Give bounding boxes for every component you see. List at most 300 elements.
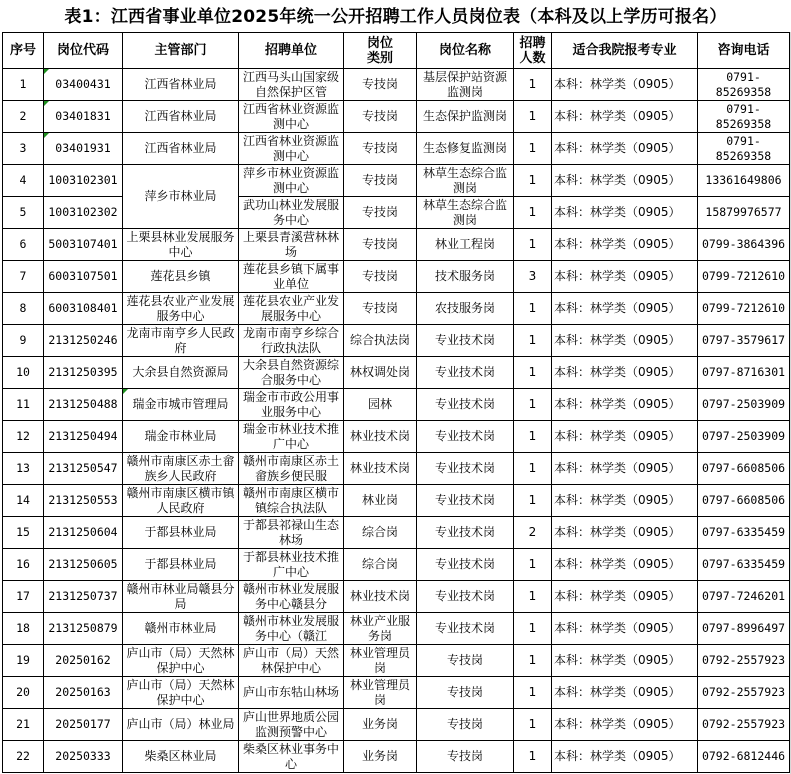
cell-code[interactable] — [44, 389, 123, 421]
cell-position[interactable] — [417, 453, 514, 485]
cell-position[interactable] — [417, 69, 514, 101]
cell-category[interactable] — [344, 517, 417, 549]
cell-phone-text: 0792-2557923 — [701, 653, 786, 667]
cell-code[interactable] — [44, 229, 123, 261]
cell-code[interactable] — [44, 421, 123, 453]
cell-category[interactable] — [344, 453, 417, 485]
cell-phone-text: 0797-3579617 — [701, 333, 786, 347]
cell-category-text: 林权调处岗 — [349, 365, 410, 379]
cell-phone[interactable] — [698, 485, 790, 517]
cell-category[interactable] — [344, 229, 417, 261]
cell-code[interactable] — [44, 645, 123, 677]
cell-employer-text: 武功山林业发展服务中心 — [242, 197, 339, 227]
cell-phone[interactable] — [698, 69, 790, 101]
cell-employer[interactable] — [239, 549, 344, 581]
cell-code[interactable] — [44, 197, 123, 229]
cell-code[interactable] — [44, 133, 123, 165]
cell-count-text: 1 — [528, 685, 537, 699]
cell-index[interactable] — [3, 485, 44, 517]
cell-phone[interactable] — [698, 133, 790, 165]
cell-category[interactable] — [344, 69, 417, 101]
cell-phone-text: 0797-6335459 — [701, 557, 786, 571]
cell-count-text: 1 — [528, 77, 537, 91]
cell-index[interactable] — [3, 453, 44, 485]
cell-position[interactable] — [417, 293, 514, 325]
cell-department[interactable] — [123, 325, 239, 357]
cell-major[interactable] — [552, 325, 698, 357]
cell-employer[interactable] — [239, 101, 344, 133]
cell-count[interactable] — [514, 581, 552, 613]
cell-code[interactable] — [44, 261, 123, 293]
cell-code-text: 2131250488 — [48, 397, 118, 411]
cell-position[interactable] — [417, 613, 514, 645]
cell-code[interactable] — [44, 549, 123, 581]
cell-department-text: 于都县林业局 — [144, 557, 217, 571]
table-body — [3, 69, 790, 773]
cell-count-text: 1 — [528, 141, 537, 155]
cell-category[interactable] — [344, 325, 417, 357]
cell-index[interactable] — [3, 741, 44, 773]
cell-position[interactable] — [417, 261, 514, 293]
cell-phone[interactable] — [698, 613, 790, 645]
cell-phone[interactable] — [698, 389, 790, 421]
cell-department[interactable] — [123, 165, 239, 229]
cell-count[interactable] — [514, 165, 552, 197]
cell-count-text: 3 — [528, 269, 537, 283]
cell-phone-text: 0797-6608506 — [701, 493, 786, 507]
cell-count[interactable] — [514, 325, 552, 357]
cell-employer[interactable] — [239, 165, 344, 197]
cell-position[interactable] — [417, 741, 514, 773]
cell-index[interactable] — [3, 581, 44, 613]
cell-phone[interactable] — [698, 261, 790, 293]
cell-code-text: 03400431 — [55, 77, 111, 91]
cell-code[interactable] — [44, 741, 123, 773]
cell-index[interactable] — [3, 165, 44, 197]
cell-employer[interactable] — [239, 741, 344, 773]
cell-employer-text: 龙南市南亨乡综合行政执法队 — [242, 325, 339, 355]
cell-count-text: 1 — [528, 557, 537, 571]
cell-phone[interactable] — [698, 325, 790, 357]
cell-category[interactable] — [344, 421, 417, 453]
cell-employer[interactable] — [239, 357, 344, 389]
cell-employer[interactable] — [239, 133, 344, 165]
cell-count-text: 1 — [528, 429, 537, 443]
cell-department[interactable] — [123, 453, 239, 485]
cell-code[interactable] — [44, 165, 123, 197]
cell-employer[interactable] — [239, 389, 344, 421]
cell-index[interactable] — [3, 677, 44, 709]
cell-count[interactable] — [514, 69, 552, 101]
cell-major[interactable] — [552, 645, 698, 677]
cell-count[interactable] — [514, 197, 552, 229]
cell-category[interactable] — [344, 485, 417, 517]
cell-employer[interactable] — [239, 421, 344, 453]
cell-employer-text: 于都县林业技术推广中心 — [242, 549, 339, 579]
cell-department[interactable] — [123, 709, 239, 741]
cell-index-text: 8 — [19, 301, 27, 315]
cell-department[interactable] — [123, 645, 239, 677]
cell-phone-text: 0791-85269358 — [715, 133, 772, 163]
cell-index-text: 20 — [16, 685, 30, 699]
cell-major[interactable] — [552, 229, 698, 261]
cell-category-text: 林业岗 — [361, 493, 398, 507]
cell-count[interactable] — [514, 677, 552, 709]
cell-department[interactable] — [123, 677, 239, 709]
cell-position-text: 专业技术岗 — [434, 333, 495, 347]
cell-category-text: 园林 — [367, 397, 392, 411]
cell-index[interactable] — [3, 197, 44, 229]
cell-position[interactable] — [417, 677, 514, 709]
cell-department[interactable] — [123, 357, 239, 389]
cell-index[interactable] — [3, 645, 44, 677]
cell-department[interactable] — [123, 229, 239, 261]
cell-index[interactable] — [3, 101, 44, 133]
cell-code-text: 6003108401 — [48, 301, 118, 315]
cell-department[interactable] — [123, 613, 239, 645]
cell-department-text: 龙南市南亨乡人民政府 — [126, 325, 235, 355]
cell-employer-text: 瑞金市林业技术推广中心 — [242, 421, 339, 451]
cell-position[interactable] — [417, 197, 514, 229]
cell-position-text: 农技服务岗 — [434, 301, 495, 315]
cell-position[interactable] — [417, 101, 514, 133]
cell-position[interactable] — [417, 581, 514, 613]
cell-category[interactable] — [344, 357, 417, 389]
cell-index[interactable] — [3, 709, 44, 741]
cell-phone[interactable] — [698, 581, 790, 613]
cell-index[interactable] — [3, 549, 44, 581]
cell-count[interactable] — [514, 549, 552, 581]
cell-major[interactable] — [552, 581, 698, 613]
cell-phone[interactable] — [698, 453, 790, 485]
cell-department[interactable] — [123, 101, 239, 133]
cell-major[interactable] — [552, 261, 698, 293]
cell-employer-text: 江西省林业资源监测中心 — [242, 133, 339, 163]
cell-department-text: 瑞金市林业局 — [144, 429, 217, 443]
cell-category[interactable] — [344, 677, 417, 709]
cell-phone[interactable] — [698, 645, 790, 677]
cell-category-text: 综合岗 — [361, 557, 398, 571]
cell-index[interactable] — [3, 613, 44, 645]
cell-department-text: 庐山市（局）林业局 — [126, 717, 235, 731]
cell-position[interactable] — [417, 645, 514, 677]
cell-position-text: 专技岗 — [446, 685, 483, 699]
cell-employer-text: 庐山市（局）天然林保护中心 — [242, 645, 339, 675]
cell-department-text: 于都县林业局 — [144, 525, 217, 539]
cell-count[interactable] — [514, 709, 552, 741]
cell-employer[interactable] — [239, 709, 344, 741]
cell-position[interactable] — [417, 325, 514, 357]
cell-count[interactable] — [514, 613, 552, 645]
cell-phone-text: 0792-2557923 — [701, 685, 786, 699]
cell-count[interactable] — [514, 261, 552, 293]
cell-category[interactable] — [344, 261, 417, 293]
cell-position-text: 基层保护站资源监测岗 — [422, 69, 507, 99]
cell-category-text: 专技岗 — [361, 109, 398, 123]
cell-count[interactable] — [514, 293, 552, 325]
cell-category[interactable] — [344, 709, 417, 741]
cell-code-text: 1003102301 — [48, 173, 118, 187]
cell-employer[interactable] — [239, 229, 344, 261]
cell-code-text: 2131250494 — [48, 429, 118, 443]
cell-index[interactable] — [3, 293, 44, 325]
cell-major-text: 本科：林学类（0905） — [554, 493, 681, 507]
cell-count[interactable] — [514, 101, 552, 133]
cell-major[interactable] — [552, 101, 698, 133]
cell-category[interactable] — [344, 165, 417, 197]
cell-major[interactable] — [552, 389, 698, 421]
cell-position[interactable] — [417, 709, 514, 741]
cell-department-text: 赣州市南康区赤土畲族乡人民政府 — [126, 453, 235, 483]
cell-category[interactable] — [344, 389, 417, 421]
cell-major-text: 本科：林学类（0905） — [554, 109, 681, 123]
cell-count[interactable] — [514, 453, 552, 485]
cell-position-text: 技术服务岗 — [434, 269, 495, 283]
header-department: 主管部门 — [123, 33, 239, 69]
cell-major[interactable] — [552, 197, 698, 229]
cell-code[interactable] — [44, 677, 123, 709]
cell-category-text: 专技岗 — [361, 269, 398, 283]
cell-code[interactable] — [44, 325, 123, 357]
cell-category-text: 专技岗 — [361, 173, 398, 187]
cell-position-text: 林业工程岗 — [434, 237, 495, 251]
cell-major[interactable] — [552, 421, 698, 453]
cell-code-text: 6003107501 — [48, 269, 118, 283]
cell-index[interactable] — [3, 389, 44, 421]
cell-phone-text: 0797-8996497 — [701, 621, 786, 635]
cell-category-text: 专技岗 — [361, 237, 398, 251]
cell-phone[interactable] — [698, 229, 790, 261]
cell-department[interactable] — [123, 293, 239, 325]
cell-code[interactable] — [44, 69, 123, 101]
cell-department-text: 瑞金市城市管理局 — [132, 397, 229, 411]
cell-index[interactable] — [3, 325, 44, 357]
cell-phone[interactable] — [698, 709, 790, 741]
cell-position-text: 专业技术岗 — [434, 621, 495, 635]
cell-major[interactable] — [552, 69, 698, 101]
cell-department-text: 赣州市林业局 — [144, 621, 217, 635]
cell-code-text: 1003102302 — [48, 205, 118, 219]
cell-count[interactable] — [514, 389, 552, 421]
cell-index[interactable] — [3, 69, 44, 101]
cell-employer[interactable] — [239, 485, 344, 517]
cell-count[interactable] — [514, 645, 552, 677]
cell-employer[interactable] — [239, 645, 344, 677]
cell-major-text: 本科：林学类（0905） — [554, 301, 681, 315]
cell-category[interactable] — [344, 645, 417, 677]
cell-code[interactable] — [44, 709, 123, 741]
cell-category[interactable] — [344, 549, 417, 581]
cell-employer-text: 赣州市南康区赤土畲族乡便民服 — [242, 453, 339, 483]
cell-index[interactable] — [3, 517, 44, 549]
cell-category-text: 专技岗 — [361, 301, 398, 315]
cell-major-text: 本科：林学类（0905） — [554, 557, 681, 571]
cell-code[interactable] — [44, 101, 123, 133]
cell-code-text: 2131250737 — [48, 589, 118, 603]
cell-category[interactable] — [344, 133, 417, 165]
cell-department[interactable] — [123, 421, 239, 453]
cell-category[interactable] — [344, 101, 417, 133]
cell-major-text: 本科：林学类（0905） — [554, 173, 681, 187]
cell-category[interactable] — [344, 197, 417, 229]
cell-major[interactable] — [552, 453, 698, 485]
cell-department[interactable] — [123, 261, 239, 293]
cell-code[interactable] — [44, 613, 123, 645]
table-row — [3, 229, 790, 261]
cell-department[interactable] — [123, 389, 239, 421]
cell-count-text: 1 — [528, 173, 537, 187]
cell-position[interactable] — [417, 517, 514, 549]
cell-major-text: 本科：林学类（0905） — [554, 397, 681, 411]
cell-position[interactable] — [417, 357, 514, 389]
cell-index-text: 2 — [19, 109, 27, 123]
cell-index[interactable] — [3, 421, 44, 453]
cell-major[interactable] — [552, 165, 698, 197]
cell-index-text: 6 — [19, 237, 27, 251]
cell-major[interactable] — [552, 709, 698, 741]
cell-department[interactable] — [123, 485, 239, 517]
cell-employer[interactable] — [239, 581, 344, 613]
cell-position-text: 专业技术岗 — [434, 461, 495, 475]
cell-major-text: 本科：林学类（0905） — [554, 461, 681, 475]
cell-category[interactable] — [344, 613, 417, 645]
cell-major[interactable] — [552, 133, 698, 165]
cell-count-text: 1 — [528, 653, 537, 667]
cell-code-text: 2131250246 — [48, 333, 118, 347]
cell-count[interactable] — [514, 517, 552, 549]
cell-position[interactable] — [417, 421, 514, 453]
cell-department[interactable] — [123, 549, 239, 581]
cell-major[interactable] — [552, 741, 698, 773]
cell-code[interactable] — [44, 357, 123, 389]
cell-position[interactable] — [417, 485, 514, 517]
cell-phone[interactable] — [698, 165, 790, 197]
cell-major[interactable] — [552, 357, 698, 389]
cell-count[interactable] — [514, 485, 552, 517]
cell-phone-text: 0799-7212610 — [701, 269, 786, 283]
cell-code-text: 2131250604 — [48, 525, 118, 539]
cell-index[interactable] — [3, 133, 44, 165]
cell-position[interactable] — [417, 389, 514, 421]
cell-code[interactable] — [44, 485, 123, 517]
cell-phone[interactable] — [698, 741, 790, 773]
cell-count[interactable] — [514, 133, 552, 165]
cell-employer-text: 瑞金市市政公用事业服务中心 — [242, 389, 339, 419]
positions-table — [2, 32, 790, 773]
cell-index-text: 4 — [19, 173, 27, 187]
cell-position[interactable] — [417, 229, 514, 261]
cell-index[interactable] — [3, 229, 44, 261]
cell-category-text: 林业产业服务岗 — [349, 613, 410, 643]
cell-category-text: 林业技术岗 — [349, 589, 410, 603]
cell-category-text: 专技岗 — [361, 77, 398, 91]
cell-index-text: 14 — [16, 493, 30, 507]
cell-department[interactable] — [123, 741, 239, 773]
cell-index-text: 19 — [16, 653, 30, 667]
cell-category[interactable] — [344, 293, 417, 325]
cell-index-text: 16 — [16, 557, 30, 571]
cell-major[interactable] — [552, 485, 698, 517]
table-row — [3, 101, 790, 133]
cell-phone-text: 0792-2557923 — [701, 717, 786, 731]
cell-employer[interactable] — [239, 325, 344, 357]
cell-phone-text: 0797-8716301 — [701, 365, 786, 379]
cell-category[interactable] — [344, 581, 417, 613]
cell-count[interactable] — [514, 229, 552, 261]
cell-phone[interactable] — [698, 197, 790, 229]
cell-department[interactable] — [123, 517, 239, 549]
cell-department[interactable] — [123, 69, 239, 101]
cell-count-text: 1 — [528, 237, 537, 251]
cell-employer[interactable] — [239, 69, 344, 101]
cell-code-text: 2131250553 — [48, 493, 118, 507]
cell-department-text: 赣州市林业局赣县分局 — [126, 581, 235, 611]
cell-employer[interactable] — [239, 677, 344, 709]
cell-phone[interactable] — [698, 357, 790, 389]
cell-major[interactable] — [552, 613, 698, 645]
comment-marker-icon — [44, 133, 49, 138]
cell-major[interactable] — [552, 677, 698, 709]
cell-count-text: 1 — [528, 749, 537, 763]
cell-employer[interactable] — [239, 613, 344, 645]
cell-phone[interactable] — [698, 293, 790, 325]
cell-code[interactable] — [44, 453, 123, 485]
cell-major[interactable] — [552, 517, 698, 549]
cell-department[interactable] — [123, 133, 239, 165]
cell-count[interactable] — [514, 421, 552, 453]
cell-major-text: 本科：林学类（0905） — [554, 365, 681, 379]
cell-code[interactable] — [44, 293, 123, 325]
cell-count[interactable] — [514, 741, 552, 773]
cell-employer-text: 上栗县青溪营林林场 — [242, 229, 339, 259]
cell-count-text: 1 — [528, 717, 537, 731]
cell-phone[interactable] — [698, 677, 790, 709]
cell-code-text: 03401831 — [55, 109, 111, 123]
cell-phone[interactable] — [698, 101, 790, 133]
cell-phone[interactable] — [698, 421, 790, 453]
cell-phone-text: 0799-3864396 — [701, 237, 786, 251]
cell-employer[interactable] — [239, 197, 344, 229]
cell-department-text: 江西省林业局 — [144, 109, 217, 123]
cell-employer[interactable] — [239, 261, 344, 293]
cell-employer[interactable] — [239, 453, 344, 485]
cell-position[interactable] — [417, 165, 514, 197]
cell-employer-text: 江西省林业资源监测中心 — [242, 101, 339, 131]
cell-index[interactable] — [3, 357, 44, 389]
cell-department-text: 萍乡市林业局 — [144, 189, 217, 203]
cell-code[interactable] — [44, 581, 123, 613]
cell-department[interactable] — [123, 581, 239, 613]
cell-phone[interactable] — [698, 517, 790, 549]
cell-major[interactable] — [552, 549, 698, 581]
cell-position[interactable] — [417, 549, 514, 581]
cell-count[interactable] — [514, 357, 552, 389]
cell-employer[interactable] — [239, 517, 344, 549]
cell-phone-text: 0791-85269358 — [715, 69, 772, 99]
cell-employer-text: 庐山市东牯山林场 — [242, 685, 339, 699]
cell-position[interactable] — [417, 133, 514, 165]
cell-major[interactable] — [552, 293, 698, 325]
cell-index-text: 9 — [19, 333, 27, 347]
cell-employer[interactable] — [239, 293, 344, 325]
cell-code[interactable] — [44, 517, 123, 549]
cell-phone[interactable] — [698, 549, 790, 581]
cell-category[interactable] — [344, 741, 417, 773]
cell-phone-text: 0791-85269358 — [715, 101, 772, 131]
cell-index[interactable] — [3, 261, 44, 293]
cell-major-text: 本科：林学类（0905） — [554, 429, 681, 443]
cell-category-text: 业务岗 — [361, 717, 398, 731]
